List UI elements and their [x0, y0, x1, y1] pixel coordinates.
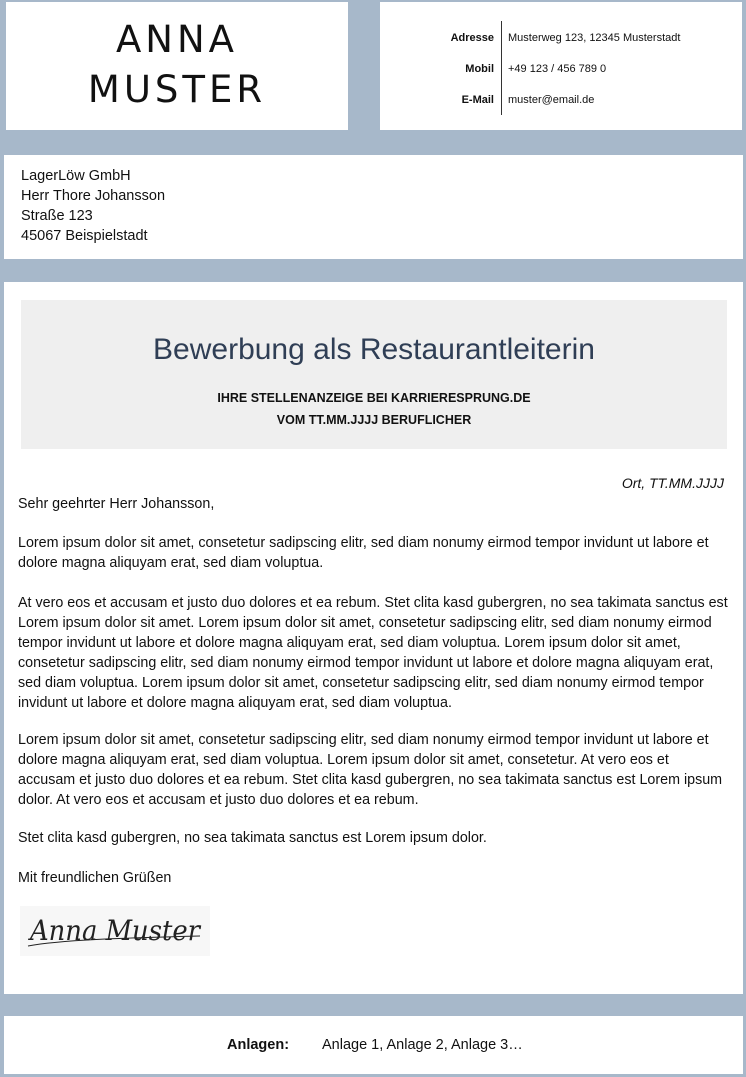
- contact-label-email: E-Mail: [461, 94, 494, 106]
- contact-value-email: muster@email.de: [508, 94, 595, 106]
- contact-value-address: Musterweg 123, 12345 Musterstadt: [508, 32, 681, 44]
- last-name: MUSTER: [87, 68, 267, 111]
- recipient-address: [4, 155, 743, 259]
- recipient-street: Straße 123: [21, 208, 93, 224]
- contact-divider: [501, 21, 502, 115]
- subtitle-line-2: VOM TT.MM.JJJJ BERUFLICHER: [276, 413, 472, 427]
- recipient-person: Herr Thore Johansson: [21, 188, 166, 204]
- contact-label-mobile: Mobil: [465, 63, 494, 75]
- paragraph: Lorem ipsum dolor sit amet, consetetur sadipscing elitr, sed diam nonumy eirmod tempor invidunt ut labore et dolore magna aliquyam erat, sed diam voluptua.: [18, 535, 709, 571]
- attachments-list: Anlage 1, Anlage 2, Anlage 3…: [322, 1037, 523, 1053]
- signature-text: Anna Muster: [27, 914, 202, 947]
- attachments-footer: [4, 1016, 743, 1074]
- attachments-label: Anlagen:: [227, 1037, 290, 1053]
- subtitle-line-1: IHRE STELLENANZEIGE BEI KARRIERESPRUNG.DE: [217, 391, 531, 405]
- paragraph: At vero eos et accusam et justo duo dolores et ea rebum. Stet clita kasd gubergren, no sea takimata sanctus est Lorem ipsum dolor sit amet. Lorem ipsum dolor sit amet, consetetur sadipscing elitr, sed diam nonumy eirmod tempor invidunt ut labore et dolore magna aliquyam erat, sed diam voluptua. Lorem ipsum dolor sit amet, consetetur sadipscing elitr, sed diam nonumy eirmod tempor invidunt ut labore et dolore magna aliquyam erat, sed diam voluptua. Lorem ipsum dolor sit amet, consetetur sadipscing elitr, sed diam nonumy eirmod tempor invidunt ut labore et dolore magna aliquyam erat, sed diam voluptua.: [18, 595, 728, 711]
- letter-title: Bewerbung als Restaurantleiterin: [153, 333, 595, 366]
- recipient-company: LagerLöw GmbH: [21, 168, 131, 184]
- place-date: Ort, TT.MM.JJJJ: [621, 475, 724, 491]
- contact-label-address: Adresse: [450, 32, 494, 44]
- closing: Mit freundlichen Grüßen: [18, 870, 172, 886]
- paragraph: Stet clita kasd gubergren, no sea takimata sanctus est Lorem ipsum dolor.: [18, 830, 487, 846]
- first-name: ANNA: [116, 18, 238, 61]
- paragraph: Lorem ipsum dolor sit amet, consetetur sadipscing elitr, sed diam nonumy eirmod tempor invidunt ut labore et dolore magna aliquyam erat, sed diam voluptua. Lorem ipsum dolor sit amet, consetetur. At vero eos et accusam et justo duo dolores et ea rebum. Stet clita kasd gubergren, no sea takimata sanctus est Lorem ipsum dolor. At vero eos et accusam et justo duo dolores et ea rebum.: [18, 732, 723, 808]
- contact-details: [380, 2, 742, 130]
- recipient-city: 45067 Beispielstadt: [21, 228, 148, 244]
- contact-value-mobile: +49 123 / 456 789 0: [508, 63, 607, 75]
- salutation: Sehr geehrter Herr Johansson,: [18, 496, 215, 512]
- name-header: [6, 2, 348, 130]
- letter-body: [4, 282, 743, 994]
- signature: [20, 906, 210, 956]
- title-block: [21, 300, 727, 449]
